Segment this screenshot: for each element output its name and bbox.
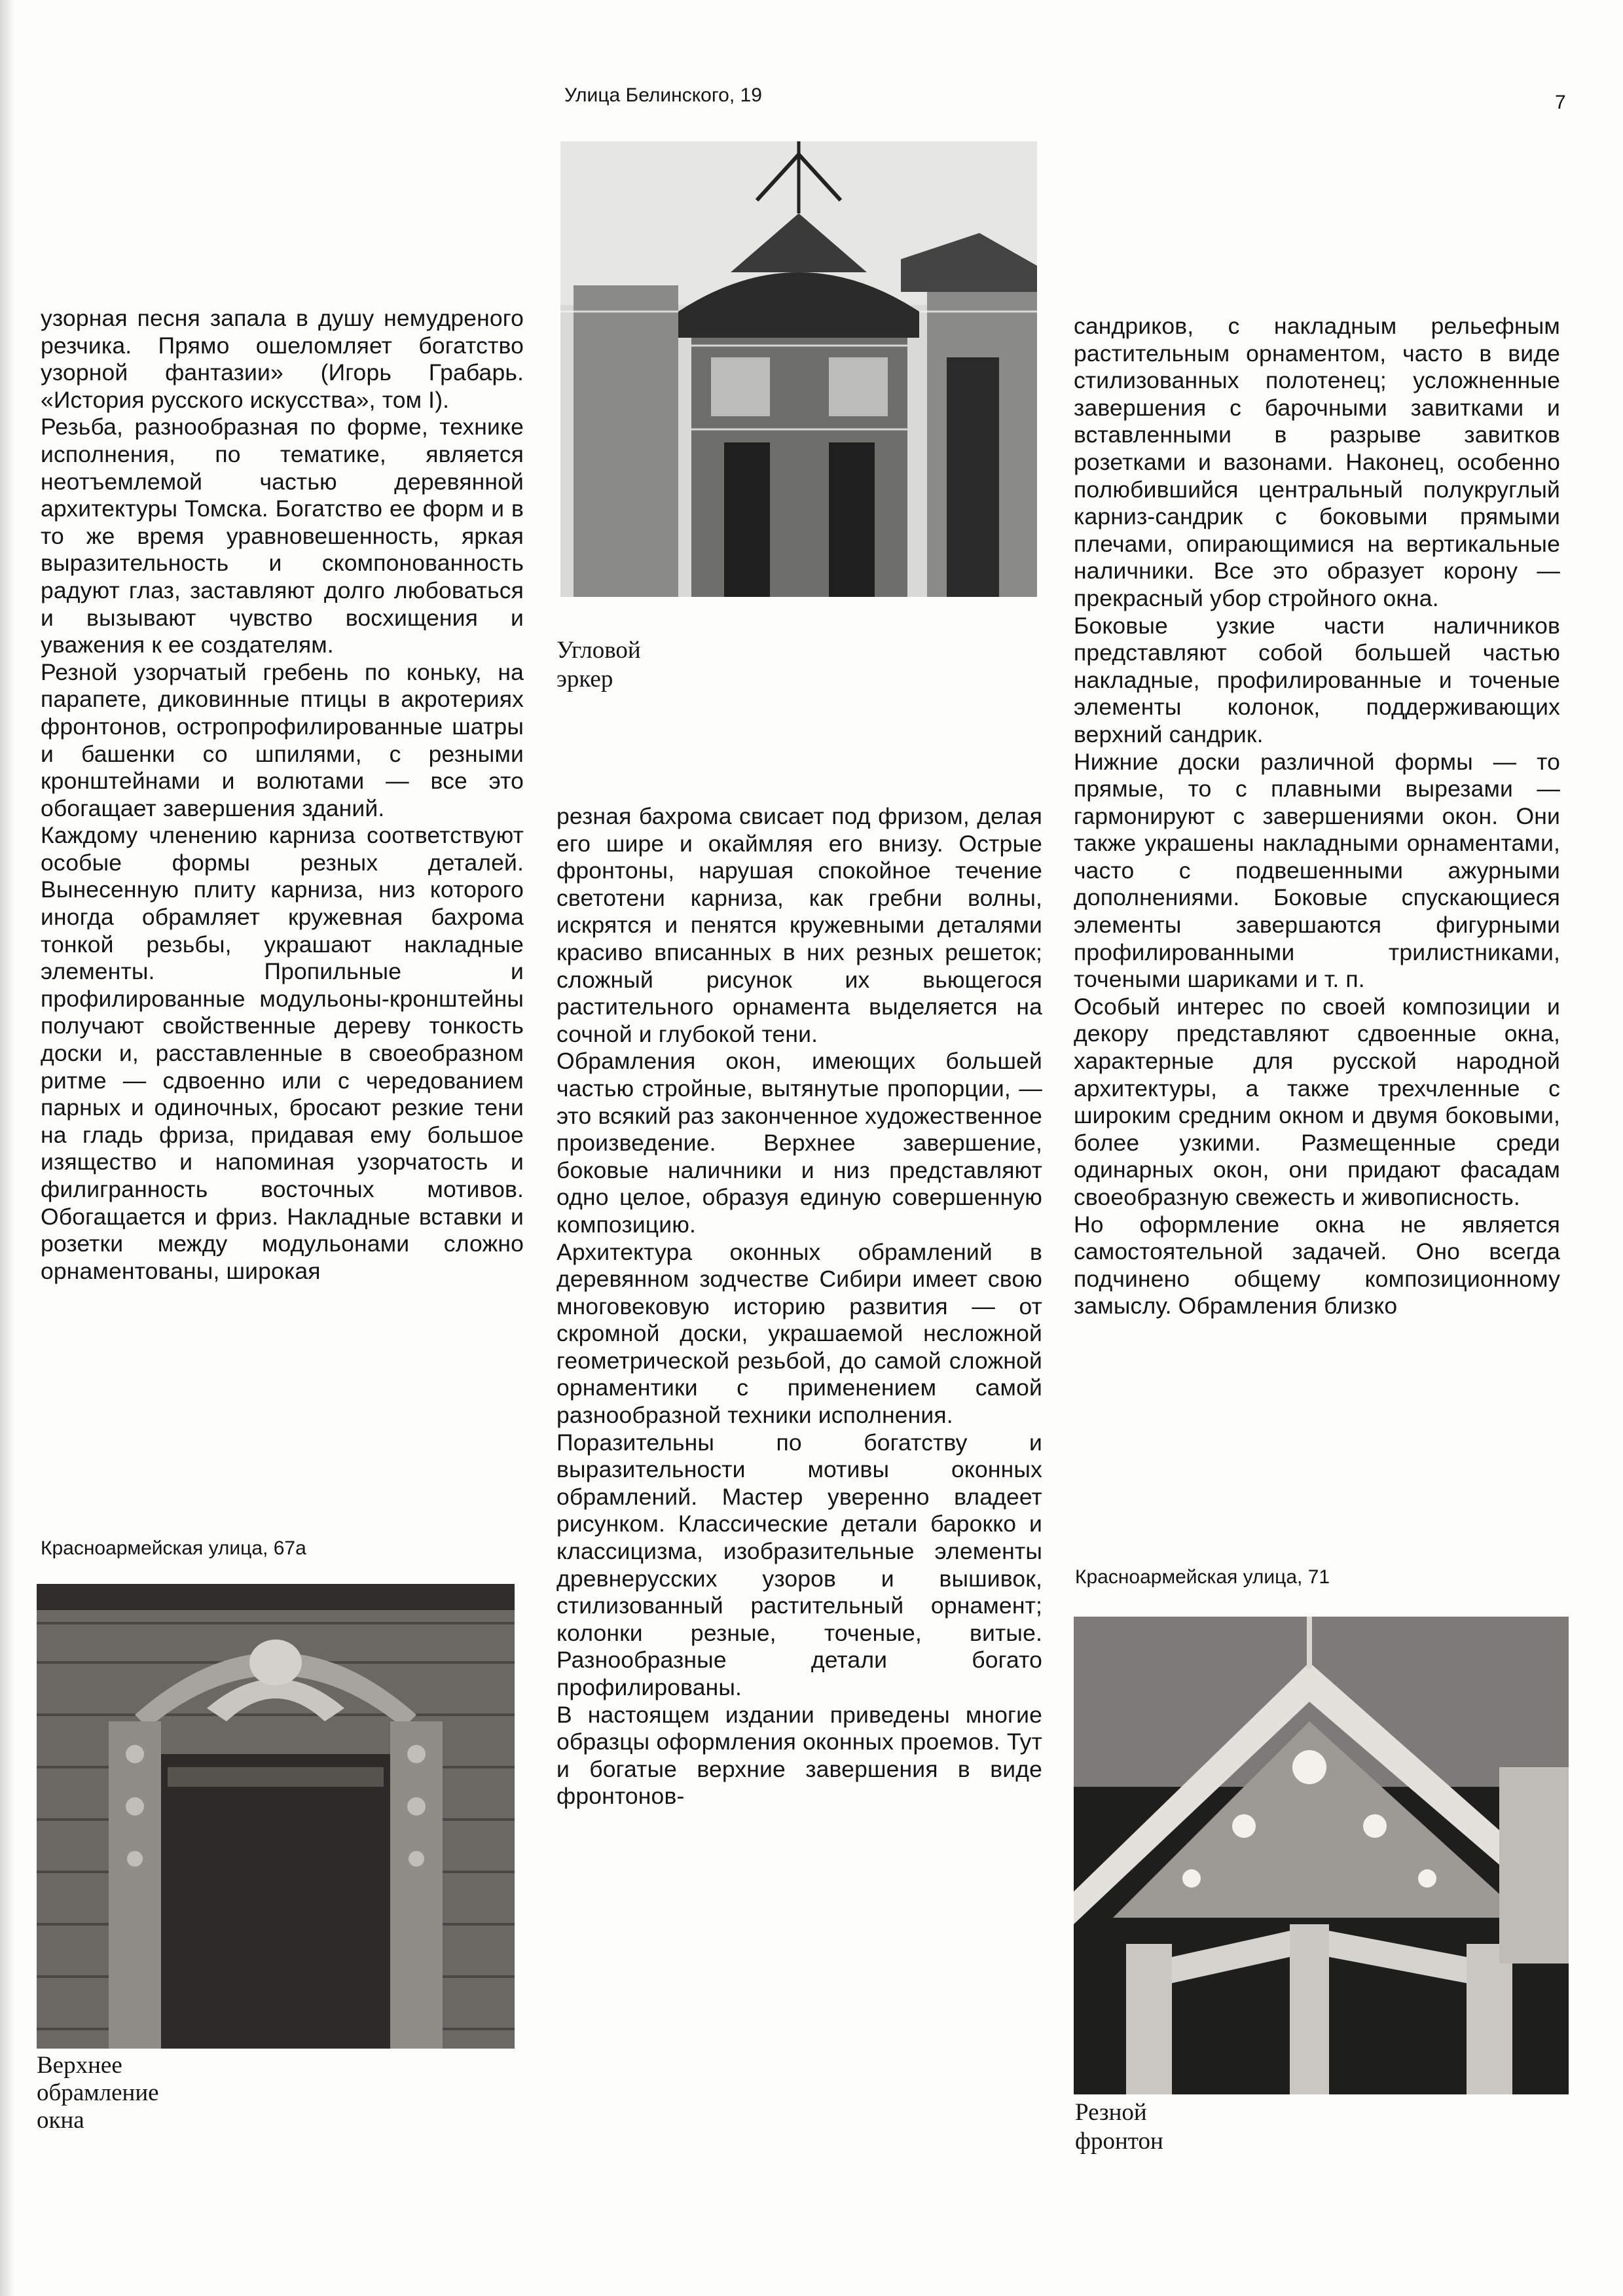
paragraph: Обрамления окон, имеющих большей частью стройные, вытянутые пропорции, — это всякий раз законченное художественное произведение. Верхнее завершение, боковые наличники и низ представляют одно целое, образуя единую совершенную композицию. xyxy=(556,1048,1042,1238)
caption-top-line1: Угловой xyxy=(556,637,641,664)
caption-right-line1: Резной xyxy=(1075,2099,1147,2126)
caption-left-line1: Верхнее xyxy=(37,2052,122,2079)
paragraph: Но оформление окна не является самостоятельной задачей. Оно всегда подчинено общему композиционному замыслу. Обрамления близко xyxy=(1074,1211,1560,1319)
text-column-left xyxy=(41,305,524,1285)
paragraph: Боковые узкие части наличников представляют собой большей частью накладные, профилированные и точеные элементы колонок, поддерживающих верхний сандрик. xyxy=(1074,612,1560,747)
photo-label-krasnoarmeyskaya-67a: Красноармейская улица, 67а xyxy=(41,1537,306,1559)
paragraph: Особый интерес по своей композиции и декору представляют сдвоенные окна, характерные для русской народной архитектуры, а также трехчленные с широким средним окном и двумя боковыми, более узкими. Размещенные среди одинарных окон, они придают фасадам своеобразную свежесть и живописность. xyxy=(1074,993,1560,1210)
paragraph: Каждому членению карниза соответствуют особые формы резных деталей. Вынесенную плиту карниза, низ которого иногда обрамляет кружевная бахрома тонкой резьбы, украшают накладные элементы. Пропильные и профилированные модульоны-кронштейны получают свойственные дереву тонкость доски и, расставленные в своеобразном ритме — сдвоенно или с чередованием парных и одиночных, бросают резкие тени на гладь фриза, придавая ему большое изящество и напоминая узорчатость и филигранность восточных мотивов. Обогащается и фриз. Накладные вставки и розетки между модульонами сложно орнаментованы, широкая xyxy=(41,822,524,1284)
paragraph: узорная песня запала в душу немудреного резчика. Прямо ошеломляет богатство узорной фантазии» (Игорь Грабарь. «История русского искусства», том I). xyxy=(41,305,524,413)
paragraph: В настоящем издании приведены многие образцы оформления оконных проемов. Тут и богатые верхние завершения в виде фронтонов- xyxy=(556,1701,1042,1810)
caption-right-line2: фронтон xyxy=(1075,2128,1163,2155)
paragraph: Архитектура оконных обрамлений в деревянном зодчестве Сибири имеет свою многовековую историю развития — от скромной доски, украшаемой несложной геометрической резьбой, до самой сложной орнаментики с применением самой разнообразной техники исполнения. xyxy=(556,1238,1042,1429)
paragraph: Резьба, разнообразная по форме, технике исполнения, по тематике, является неотъемлемой частью деревянной архитектуры Томска. Богатство ее форм и в то же время уравновешенность, яркая выразительность и скомпонованность радуют глаз, заставляют долго любоваться и вызывают чувство восхищения и уважения к ее создателям. xyxy=(41,414,524,658)
page-number: 7 xyxy=(1555,92,1566,113)
photo-window-top-frame xyxy=(37,1584,515,2049)
text-column-middle xyxy=(556,803,1042,1810)
photo-label-krasnoarmeyskaya-71: Красноармейская улица, 71 xyxy=(1075,1566,1330,1588)
caption-left-line3: окна xyxy=(37,2107,84,2134)
caption-left-line2: обрамление xyxy=(37,2079,159,2106)
paragraph: резная бахрома свисает под фризом, делая его шире и окаймляя его внизу. Острые фронтоны, нарушая спокойное течение светотени карниза, как гребни волны, искрятся и пенятся кружевными деталями красиво вписанных в них резных решеток; сложный рисунок их вьющегося растительного орнамента выделяется на сочной и глубокой тени. xyxy=(556,803,1042,1047)
text-column-right xyxy=(1074,313,1560,1320)
photo-carved-gable xyxy=(1074,1617,1569,2094)
paragraph: сандриков, с накладным рельефным растительным орнаментом, часто в виде стилизованных полотенец; усложненные завершения с барочными завитками и вставленными в разрыве завитков розетками и вазонами. Наконец, особенно полюбившийся центральный полукруглый карниз-сандрик с боковыми прямыми плечами, опирающимися на вертикальные наличники. Все это образует корону — прекрасный убор стройного окна. xyxy=(1074,313,1560,611)
photo-label-belinsky: Улица Белинского, 19 xyxy=(564,84,762,106)
paragraph: Нижние доски различной формы — то прямые, то с плавными вырезами — гармонируют с завершениями окон. Они также украшены накладными орнаментами, часто с подвешенными ажурными дополнениями. Боковые спускающиеся элементы завершаются фигурными профилированными трилистниками, точеными шариками и т. п. xyxy=(1074,748,1560,993)
caption-top-line2: эркер xyxy=(556,666,613,692)
page-edge-shadow xyxy=(0,0,14,2296)
paragraph: Резной узорчатый гребень по коньку, на парапете, диковинные птицы в акротериях фронтонов, остропрофилированные шатры и башенки со шпилями, с резными кронштейнами и волютами — все это обогащает завершения зданий. xyxy=(41,658,524,821)
paragraph: Поразительны по богатству и выразительности мотивы оконных обрамлений. Мастер уверенно владеет рисунком. Классические детали барокко и классицизма, изобразительные элементы древнерусских узоров и вышивок, стилизованный растительный орнамент; колонки резные, точеные, витые. Разнообразные детали богато профилированы. xyxy=(556,1429,1042,1700)
photo-corner-bay-window xyxy=(560,141,1037,597)
